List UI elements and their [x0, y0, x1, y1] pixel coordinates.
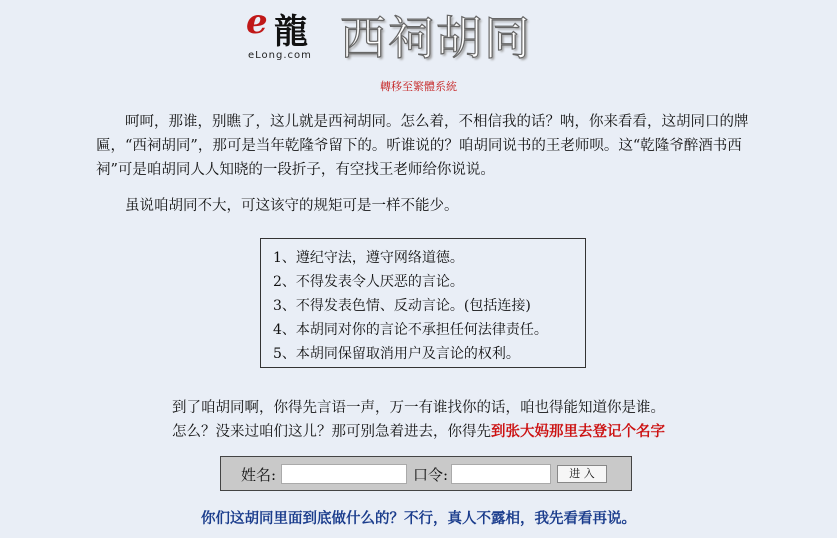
browse-link[interactable]: 你们这胡同里面到底做什么的？不行，真人不露相，我先看看再说。 — [201, 510, 636, 527]
rule-item: 4、本胡同对你的言论不承担任何法律责任。 — [273, 322, 548, 338]
rule-item: 5、本胡同保留取消用户及言论的权利。 — [273, 346, 520, 362]
site-title: 西祠胡同 — [340, 11, 532, 65]
rule-item: 3、不得发表色情、反动言论。(包括连接) — [273, 298, 531, 314]
elong-logo-e[interactable]: e — [246, 2, 268, 42]
rule-item: 2、不得发表令人厌恶的言论。 — [273, 274, 464, 290]
elong-logo-domain[interactable]: eLong.com — [248, 50, 312, 61]
traditional-chinese-link[interactable]: 轉移至繁體系統 — [380, 80, 457, 93]
invite-line-1: 到了咱胡同啊，你得先言语一声，万一有谁找你的话，咱也得能知道你是谁。 — [172, 400, 665, 416]
invite-text — [0, 396, 837, 444]
enter-button[interactable]: 进 入 — [557, 465, 607, 483]
name-label: 姓名: — [241, 466, 277, 484]
name-input[interactable] — [281, 464, 407, 484]
login-form — [220, 456, 632, 491]
rules-box — [260, 238, 586, 368]
register-link[interactable]: 到张大妈那里去登记个名字 — [491, 423, 665, 440]
intro-paragraph-1: 呵呵，那谁，别瞧了，这儿就是西祠胡同。怎么着，不相信我的话？呐，你来看看，这胡同口的牌匾，“西祠胡同”，那可是当年乾隆爷留下的。听谁说的？咱胡同说书的王老师呗。这“乾隆爷醉酒书西祠”可是咱胡同人人知晓的一段折子，有空找王老师给你说说。 — [96, 114, 749, 178]
site-header — [240, 4, 600, 66]
elong-logo-char[interactable]: 龍 — [274, 12, 308, 52]
password-input[interactable] — [451, 464, 551, 484]
invite-line-2 — [0, 420, 837, 444]
intro-paragraph-2: 虽说咱胡同不大，可这该守的规矩可是一样不能少。 — [125, 198, 459, 214]
password-label: 口令: — [413, 466, 449, 484]
rule-item: 1、遵纪守法，遵守网络道德。 — [273, 250, 464, 266]
invite-line-2-text: 怎么？没来过咱们这儿？那可别急着进去，你得先 — [172, 424, 491, 440]
